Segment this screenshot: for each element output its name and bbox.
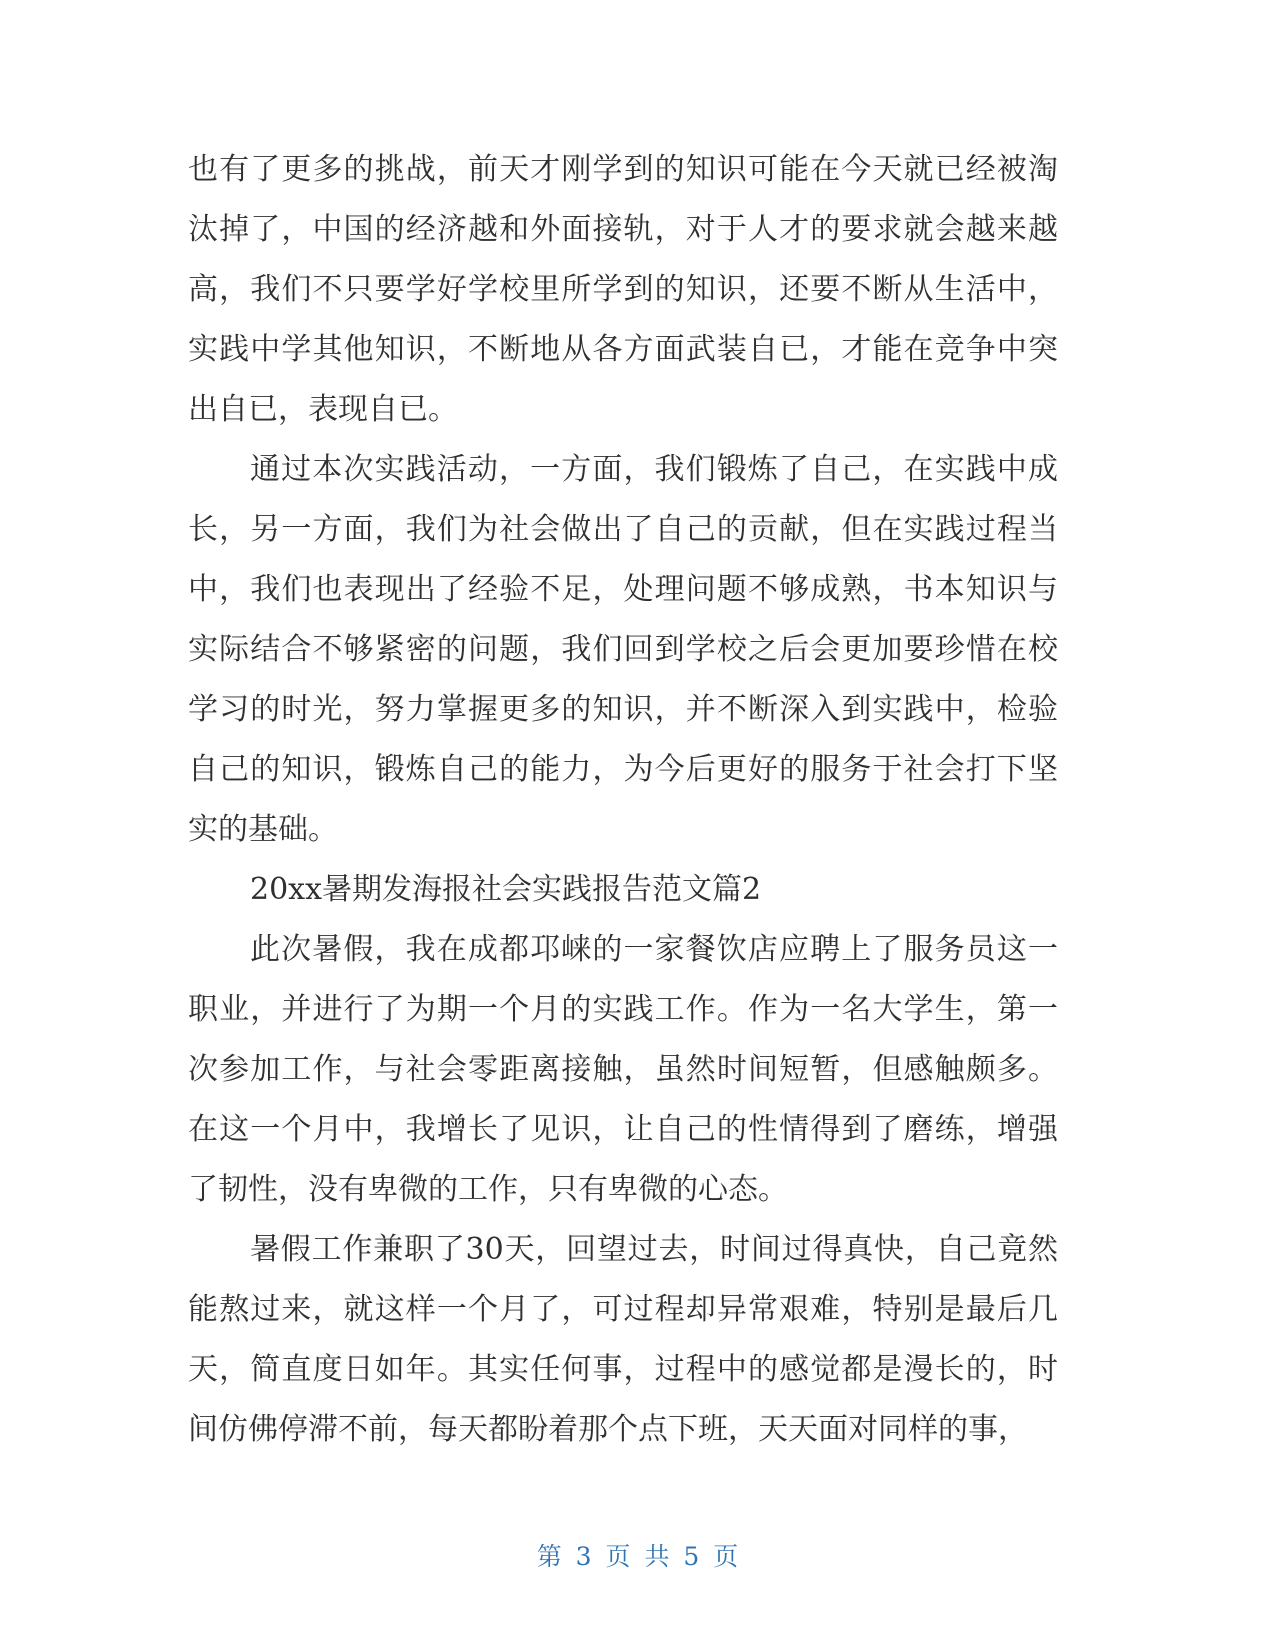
text-line: 长，另一方面，我们为社会做出了自己的贡献，但在实践过程当 — [188, 512, 1058, 547]
text-line: 实际结合不够紧密的问题，我们回到学校之后会更加要珍惜在校 — [188, 632, 1058, 667]
text-line: 间仿佛停滞不前，每天都盼着那个点下班，天天面对同样的事， — [188, 1412, 1028, 1447]
text-line: 学习的时光，努力掌握更多的知识，并不断深入到实践中，检验 — [188, 692, 1058, 727]
text-line: 自己的知识，锻炼自己的能力，为今后更好的服务于社会打下坚 — [188, 752, 1058, 787]
page-footer: 第 3 页 共 5 页 — [536, 1542, 739, 1571]
text-line: 中，我们也表现出了经验不足，处理问题不够成熟，书本知识与 — [188, 572, 1058, 607]
text-line: 高，我们不只要学好学校里所学到的知识，还要不断从生活中， — [188, 272, 1058, 307]
text-line: 此次暑假，我在成都邛崃的一家餐饮店应聘上了服务员这一 — [250, 932, 1058, 967]
text-line: 暑假工作兼职了30天，回望过去，时间过得真快，自己竟然 — [250, 1232, 1058, 1267]
text-line: 20xx暑期发海报社会实践报告范文篇2 — [250, 872, 762, 907]
paragraph — [188, 860, 1058, 920]
text-line: 天，简直度日如年。其实任何事，过程中的感觉都是漫长的，时 — [188, 1352, 1058, 1387]
text-line: 实的基础。 — [188, 812, 338, 847]
text-line: 次参加工作，与社会零距离接触，虽然时间短暂，但感触颇多。 — [188, 1052, 1058, 1087]
text-line: 出自已，表现自已。 — [188, 392, 458, 427]
paragraph — [188, 1220, 1058, 1460]
text-line: 实践中学其他知识，不断地从各方面武装自已，才能在竞争中突 — [188, 332, 1058, 367]
paragraph — [188, 920, 1058, 1220]
text-line: 在这一个月中，我增长了见识，让自己的性情得到了磨练，增强 — [188, 1112, 1058, 1147]
text-line: 职业，并进行了为期一个月的实践工作。作为一名大学生，第一 — [188, 992, 1058, 1027]
text-line: 通过本次实践活动，一方面，我们锻炼了自己，在实践中成 — [250, 452, 1058, 487]
document-body — [188, 140, 1058, 1460]
text-line: 也有了更多的挑战，前天才刚学到的知识可能在今天就已经被淘 — [188, 152, 1058, 187]
text-line: 能熬过来，就这样一个月了，可过程却异常艰难，特别是最后几 — [188, 1292, 1058, 1327]
paragraph — [188, 440, 1058, 860]
text-line: 汰掉了，中国的经济越和外面接轨，对于人才的要求就会越来越 — [188, 212, 1058, 247]
paragraph — [188, 140, 1058, 440]
text-line: 了韧性，没有卑微的工作，只有卑微的心态。 — [188, 1172, 788, 1207]
